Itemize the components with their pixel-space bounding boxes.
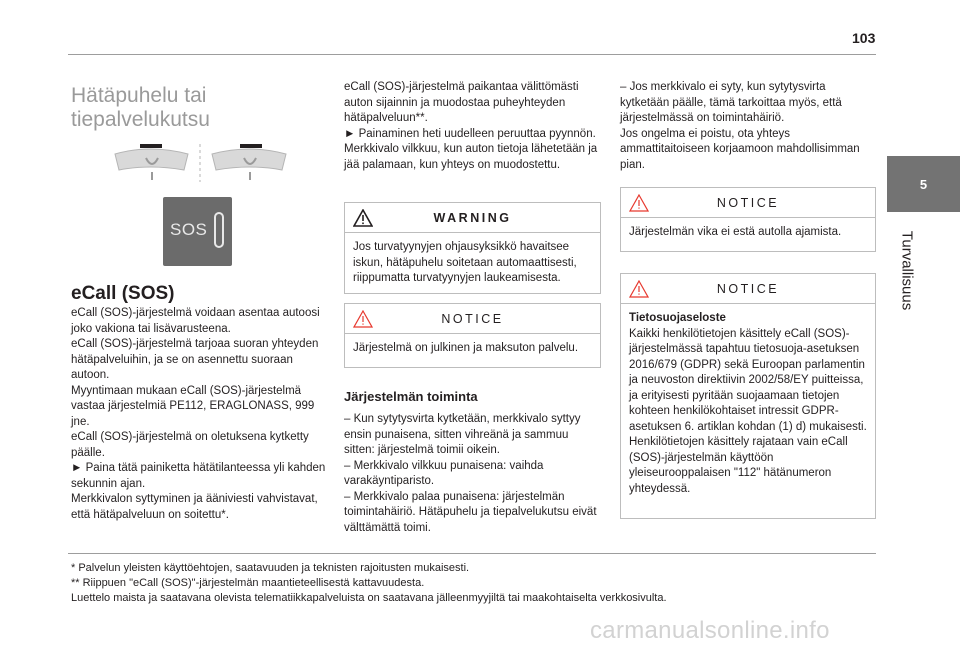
dashboard-overhead-console-illustration [110, 140, 290, 186]
paragraph: eCall (SOS)-järjestelmä tarjoaa suoran yhteyden hätäpalveluihin, ja se on asennettu suoraan autoon. [71, 338, 319, 381]
system-operation-list [344, 412, 602, 536]
notice-text: Järjestelmän vika ei estä autolla ajamista. [629, 226, 842, 238]
footnote: ** Riippuen "eCall (SOS)"-järjestelmän maantieteellisestä kattavuudesta. [71, 577, 425, 589]
sos-indicator-light [214, 212, 224, 248]
notice-triangle-icon [629, 194, 649, 212]
chapter-tab[interactable] [887, 156, 960, 212]
notice-title: NOTICE [716, 195, 780, 210]
notice-triangle-icon [629, 280, 649, 298]
warning-title: WARNING [433, 210, 512, 225]
notice-header [621, 188, 875, 218]
paragraph: Henkilötietojen käsittely rajataan vain eCall (SOS)-järjestelmän käyttöön yleiseurooppalaisen "112" hätänumeron yhteydessä. [629, 436, 848, 495]
paragraph: eCall (SOS)-järjestelmä voidaan asentaa autoosi joko vakiona tai lisävarusteena. [71, 307, 320, 335]
notice-title: NOTICE [716, 281, 780, 296]
paragraph: eCall (SOS)-järjestelmä on oletuksena kytketty päälle. [71, 431, 309, 459]
footnote: Luettelo maista ja saatavana olevista telematiikkapalveluista on saatavana jälleenmyyjiltä tai maakohtaiselta verkkosivulta. [71, 592, 667, 604]
column-3-text [620, 80, 876, 173]
warning-header [345, 203, 600, 233]
notice-title: NOTICE [441, 311, 504, 326]
footnotes [71, 561, 831, 606]
paragraph: Merkkivalon syttyminen ja ääniviesti vahvistavat, että hätäpalveluun on soitettu*. [71, 493, 318, 521]
privacy-subheading: Tietosuojaseloste [629, 312, 726, 324]
list-item: – Merkkivalo palaa punaisena: järjestelmän toimintahäiriö. Hätäpuhelu ja tiepalvelukutsu eivät välttämättä toimi. [344, 490, 597, 534]
ecall-text [71, 306, 331, 523]
ecall-heading: eCall (SOS) [71, 283, 175, 304]
page-number: 103 [852, 30, 876, 46]
chapter-label: Turvallisuus [898, 230, 916, 311]
notice-triangle-icon [353, 310, 373, 328]
warning-box [344, 202, 601, 294]
warning-triangle-icon [353, 209, 373, 227]
list-item: – Merkkivalo vilkkuu punaisena: vaihda varakäyntiparisto. [344, 459, 544, 487]
paragraph: eCall (SOS)-järjestelmä paikantaa välittömästi auton sijainnin ja muodostaa puheyhteyden hätäpalveluun**. [344, 81, 579, 124]
paragraph: Merkkivalo vilkkuu, kun auton tietoja lähetetään ja jää palamaan, kun yhteys on muodostettu. [344, 143, 598, 171]
warning-text: Jos turvatyynyjen ohjausyksikkö havaitsee iskun, hätäpuhelu soitetaan automaattisesti, riippumatta turvatyynyjen laukeamisesta. [353, 241, 577, 284]
footnote-rule [68, 553, 876, 554]
notice-box [344, 303, 601, 368]
footnote: * Palvelun yleisten käyttöehtojen, saatavuuden ja teknisten rajoitusten mukaisesti. [71, 562, 470, 574]
chapter-number: 5 [919, 176, 928, 192]
system-operation-heading: Järjestelmän toiminta [344, 389, 478, 404]
privacy-notice-text [621, 304, 875, 504]
paragraph: Kaikki henkilötietojen käsittely eCall (SOS)-järjestelmässä tapahtuu tietosuoja-asetuksen 2016/679 (GDPR) sekä Euroopan parlamentin ja neuvoston direktiivin 2002/58/EY puitteissa, ja erityisesti pyritään suojaamaan tietojen kohteen henkilökohtaiset intressit GDPR-asetuksen 6. artiklan kohdan (1) d) mukaisesti. [629, 327, 867, 433]
notice-text: Järjestelmä on julkinen ja maksuton palvelu. [353, 342, 579, 354]
watermark: carmanualsonline.info [590, 617, 830, 644]
privacy-notice-box [620, 273, 876, 519]
header-rule [68, 54, 876, 55]
list-item: – Jos merkkivalo ei syty, kun sytytysvirta kytketään päälle, tämä tarkoittaa myös, että järjestelmässä on toimintahäiriö. [620, 81, 842, 124]
section-title: Hätäpuhelu tai tiepalvelukutsu [71, 84, 210, 131]
sos-button-label: SOS [170, 220, 208, 239]
notice-header [345, 304, 600, 334]
instruction: ► Paina tätä painiketta hätätilanteessa yli kahden sekunnin ajan. [71, 462, 326, 490]
notice-header [621, 274, 875, 304]
list-item: – Kun sytytysvirta kytketään, merkkivalo syttyy ensin punaisena, sitten vihreänä ja sammuu sitten: järjestelmä toimii oikein. [344, 413, 581, 456]
paragraph: Jos ongelma ei poistu, ota yhteys ammattitaitoiseen korjaamoon mahdollisimman pian. [620, 127, 860, 171]
instruction: ► Painaminen heti uudelleen peruuttaa pyynnön. [344, 127, 596, 140]
column-2-text [344, 80, 602, 173]
notice-box [620, 187, 876, 252]
paragraph: Myyntimaan mukaan eCall (SOS)-järjestelmä vastaa järjestelmiä PE112, ERAGLONASS, 999 jne. [71, 384, 315, 428]
